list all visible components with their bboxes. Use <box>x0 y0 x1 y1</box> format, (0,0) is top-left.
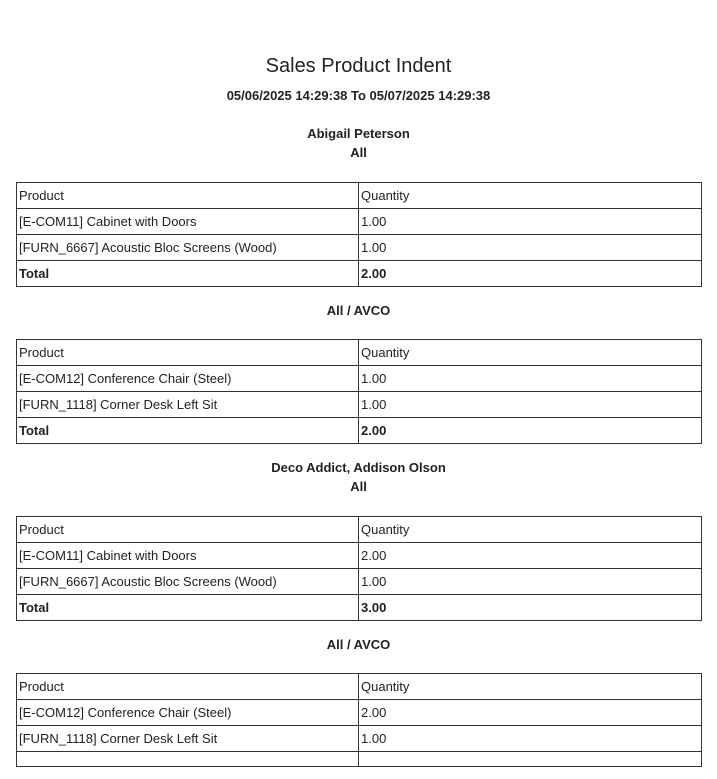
quantity-cell: 1.00 <box>359 209 702 235</box>
section-header-customer <box>0 458 717 496</box>
quantity-cell: 2.00 <box>359 700 702 726</box>
table-row <box>17 569 702 595</box>
total-label: Total <box>17 418 359 444</box>
total-quantity: 3.00 <box>359 595 702 621</box>
table-row-partial <box>17 752 702 767</box>
table-row <box>17 700 702 726</box>
product-quantity-table <box>16 516 702 621</box>
customer-name: Abigail Peterson <box>307 126 410 141</box>
product-cell: [E-COM11] Cabinet with Doors <box>17 543 359 569</box>
total-row <box>17 261 702 287</box>
product-cell: [FURN_1118] Corner Desk Left Sit <box>17 726 359 752</box>
total-row <box>17 418 702 444</box>
column-header-product: Product <box>17 183 359 209</box>
product-cell: [E-COM12] Conference Chair (Steel) <box>17 700 359 726</box>
table-header-row <box>17 517 702 543</box>
section-header-category <box>0 301 717 320</box>
column-header-quantity: Quantity <box>359 517 702 543</box>
quantity-cell: 1.00 <box>359 726 702 752</box>
category-name: All <box>350 479 367 494</box>
section-header-category <box>0 635 717 654</box>
quantity-cell: 2.00 <box>359 543 702 569</box>
total-label: Total <box>17 261 359 287</box>
table-row <box>17 392 702 418</box>
product-cell: [FURN_6667] Acoustic Bloc Screens (Wood) <box>17 235 359 261</box>
product-cell: [E-COM11] Cabinet with Doors <box>17 209 359 235</box>
column-header-quantity: Quantity <box>359 674 702 700</box>
total-row <box>17 595 702 621</box>
product-quantity-table <box>16 339 702 444</box>
table-row <box>17 209 702 235</box>
quantity-cell: 1.00 <box>359 366 702 392</box>
section-header-customer <box>0 124 717 162</box>
product-cell: [E-COM12] Conference Chair (Steel) <box>17 366 359 392</box>
quantity-cell: 1.00 <box>359 392 702 418</box>
column-header-product: Product <box>17 517 359 543</box>
table-row <box>17 366 702 392</box>
table-row <box>17 235 702 261</box>
column-header-product: Product <box>17 340 359 366</box>
category-name: All <box>350 145 367 160</box>
column-header-quantity: Quantity <box>359 340 702 366</box>
table-header-row <box>17 674 702 700</box>
report-date-range: 05/06/2025 14:29:38 To 05/07/2025 14:29:38 <box>226 88 491 103</box>
total-quantity: 2.00 <box>359 418 702 444</box>
report-title: Sales Product Indent <box>265 55 452 77</box>
table-header-row <box>17 183 702 209</box>
column-header-quantity: Quantity <box>359 183 702 209</box>
quantity-cell <box>359 752 702 767</box>
customer-name: Deco Addict, Addison Olson <box>271 460 446 475</box>
category-name: All / AVCO <box>326 637 391 652</box>
product-quantity-table <box>16 182 702 287</box>
product-cell <box>17 752 359 767</box>
total-quantity: 2.00 <box>359 261 702 287</box>
table-header-row <box>17 340 702 366</box>
quantity-cell: 1.00 <box>359 569 702 595</box>
column-header-product: Product <box>17 674 359 700</box>
table-row <box>17 726 702 752</box>
product-quantity-table <box>16 673 702 767</box>
product-cell: [FURN_6667] Acoustic Bloc Screens (Wood) <box>17 569 359 595</box>
quantity-cell: 1.00 <box>359 235 702 261</box>
total-label: Total <box>17 595 359 621</box>
table-row <box>17 543 702 569</box>
product-cell: [FURN_1118] Corner Desk Left Sit <box>17 392 359 418</box>
category-name: All / AVCO <box>326 303 391 318</box>
